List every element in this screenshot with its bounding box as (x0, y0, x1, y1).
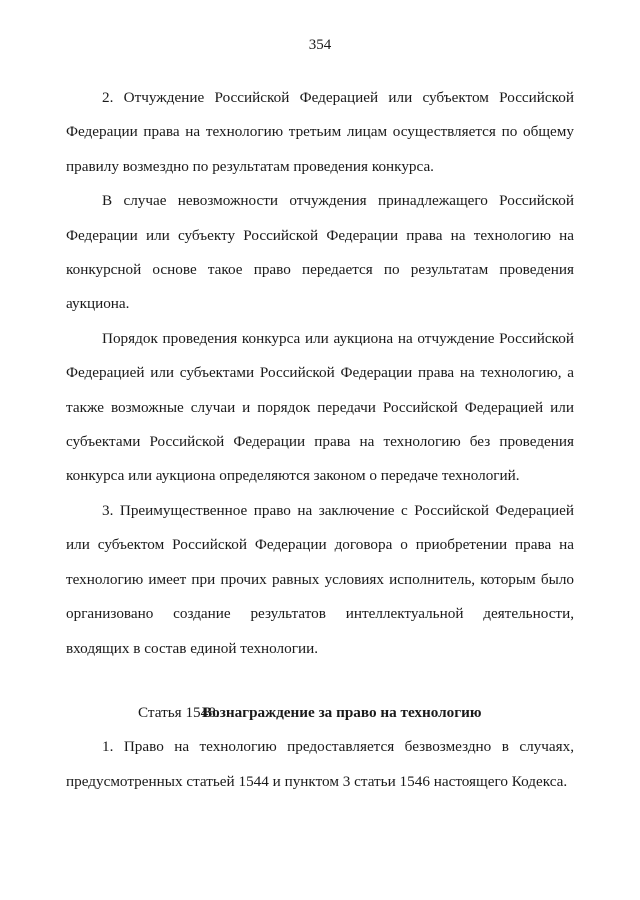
article-heading (66, 696, 574, 730)
article-paragraph-free-grant: 1. Право на технологию предоставляется безвозмездно в случаях, предусмотренных статьей 1544 и пунктом 3 статьи 1546 настоящего Кодекса. (66, 738, 574, 790)
paragraph-procedure: Порядок проведения конкурса или аукциона на отчуждение Российской Федерацией или субъектами Российской Федерации права на технологию, а также возможные случаи и порядок передачи Российской Федерацией или субъектами Российской Федерации права на технологию без проведения конкурса или аукциона определяются законом о передаче технологий. (66, 329, 574, 485)
paragraph-auction-case: В случае невозможности отчуждения принадлежащего Российской Федерации или субъекту Российской Федерации права на технологию на конкурсной основе такое право передается по результатам проведения аукциона. (66, 192, 574, 313)
article-title: Вознаграждение за право на технологию (202, 703, 482, 721)
paragraph-alienation-rule: 2. Отчуждение Российской Федерацией или субъектом Российской Федерации права на технологию третьим лицам осуществляется по общему правилу возмездно по результатам проведения конкурса. (66, 89, 574, 175)
article-number: Статья 1548. (138, 703, 220, 721)
page-number: 354 (308, 37, 332, 53)
document-body (66, 81, 574, 799)
paragraph-preemptive-right: 3. Преимущественное право на заключение с Российской Федерацией или субъектом Российской Федерации договора о приобретении права на технологию имеет при прочих равных условиях исполнитель, которым было организовано создание результатов интеллектуальной деятельности, входящих в состав единой технологии. (66, 501, 574, 657)
